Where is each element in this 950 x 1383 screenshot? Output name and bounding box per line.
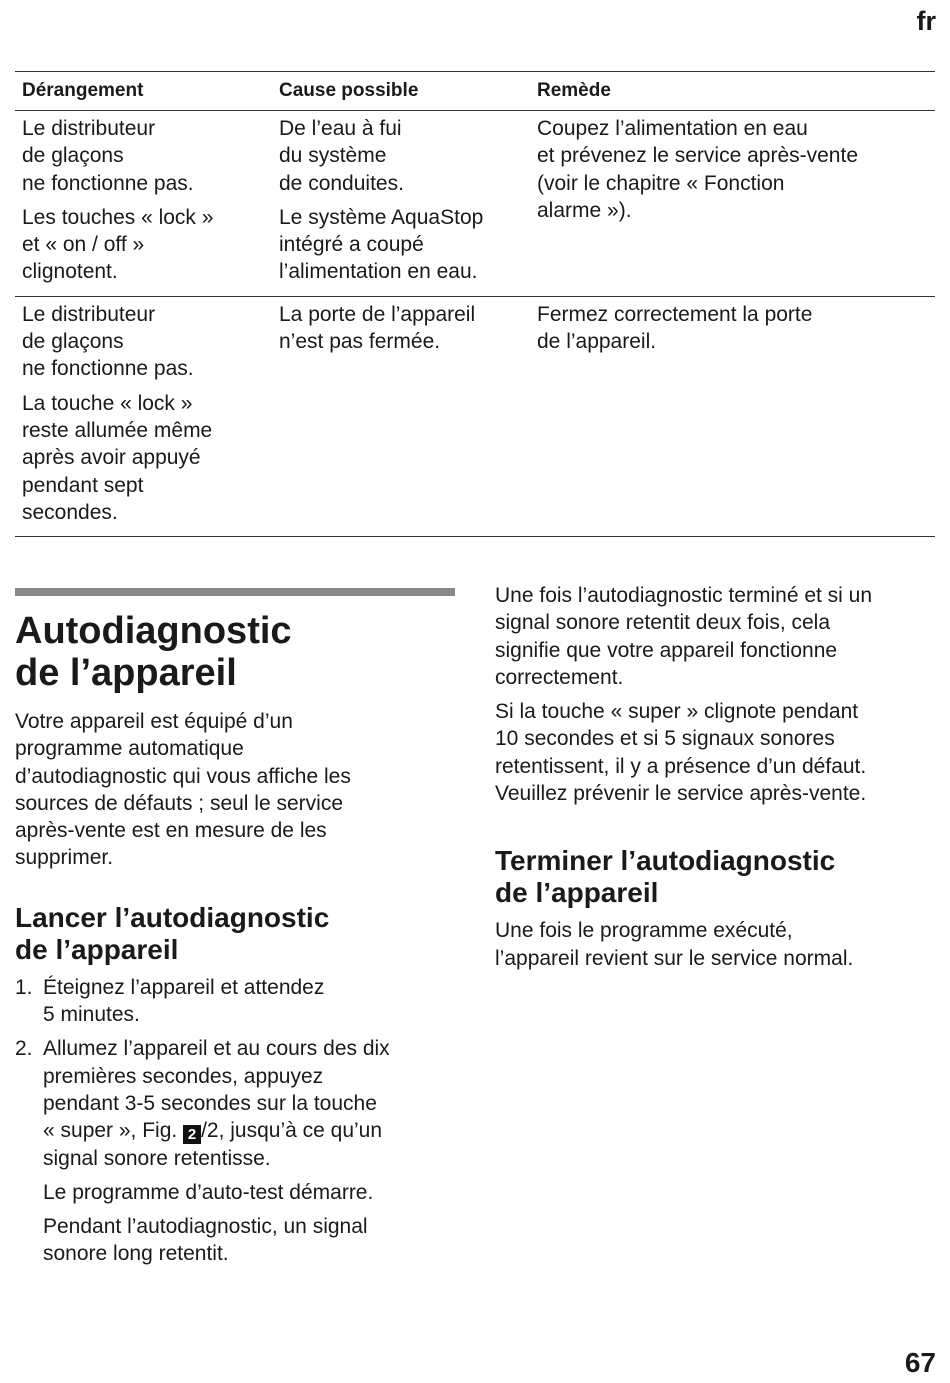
end-text [495, 917, 940, 972]
step-note: Pendant l’autodiagnostic, un signal sonore long retentit. [43, 1215, 368, 1266]
end-paragraph: Une fois le programme exécuté, l’appareil revient sur le service normal. [495, 919, 854, 970]
page-number: 67 [904, 1347, 936, 1378]
list-item [15, 974, 455, 1029]
cause-text: De l’eau à fui du système de conduites. [279, 117, 404, 195]
table-header-row [15, 72, 935, 111]
table-row [15, 296, 935, 536]
result-text [495, 582, 940, 807]
step-text-after: /2, jusqu’à ce qu’un signal sonore retentisse. [43, 1119, 383, 1170]
section-rule [15, 588, 455, 596]
table-row [15, 111, 935, 297]
list-item [15, 1035, 455, 1267]
fault-text: La touche « lock » reste allumée même après avoir appuyé pendant sept secondes. [22, 391, 213, 524]
fault-text: Les touches « lock » et « on / off » clignotent. [22, 205, 214, 284]
cause-cell [272, 296, 530, 536]
left-column [15, 588, 455, 1275]
start-subtitle: Lancer l’autodiagnostic de l’appareil [15, 901, 330, 965]
column-header-remedy: Remède [530, 72, 935, 111]
section-intro [15, 708, 455, 872]
column-header-cause: Cause possible [272, 72, 530, 111]
fault-text: Le distributeur de glaçons ne fonctionne pas. [22, 117, 194, 195]
step-note: Le programme d’auto-test démarre. [43, 1180, 374, 1204]
step-text [43, 1035, 455, 1171]
cause-cell [272, 111, 530, 297]
cause-text: La porte de l’appareil n’est pas fermée. [279, 302, 476, 354]
step-text: Éteignez l’appareil et attendez 5 minutes. [43, 975, 325, 1027]
remedy-cell [530, 111, 935, 297]
end-subtitle: Terminer l’autodiagnostic de l’appareil [495, 845, 836, 909]
fault-cell [15, 296, 272, 536]
remedy-text: Coupez l’alimentation en eau et prévenez le service après-vente (voir le chapitre « Fonction alarme »). [537, 117, 858, 222]
language-code: fr [916, 6, 936, 36]
right-column [495, 582, 940, 979]
fault-cell [15, 111, 272, 297]
figure-ref-badge: 2 [183, 1125, 201, 1144]
step-number: 2. [15, 1037, 33, 1061]
step-text-before: Allumez l’appareil et au cours des dix premières secondes, appuyez pendant 3-5 secondes sur la touche « super », Fig. [43, 1037, 390, 1143]
section-title: Autodiagnostic de l’appareil [15, 610, 292, 694]
cause-text: Le système AquaStop intégré a coupé l’alimentation en eau. [279, 205, 484, 284]
start-steps [15, 974, 455, 1268]
intro-paragraph: Votre appareil est équipé d’un programme automatique d’autodiagnostic qui vous affiche les sources de défauts ; seul le service après-vente est en mesure de les supprimer. [15, 710, 351, 870]
remedy-text: Fermez correctement la porte de l’appareil. [537, 302, 813, 354]
fault-text: Le distributeur de glaçons ne fonctionne pas. [22, 302, 194, 381]
troubleshooting-table [15, 71, 935, 537]
column-header-fault: Dérangement [15, 72, 272, 111]
result-paragraph: Une fois l’autodiagnostic terminé et si un signal sonore retentit deux fois, cela signifie que votre appareil fonctionne correctement. [495, 584, 873, 689]
remedy-cell [530, 296, 935, 536]
step-number: 1. [15, 975, 33, 999]
result-paragraph: Si la touche « super » clignote pendant 10 secondes et si 5 signaux sonores retentissent, il y a présence d’un défaut. Veuillez prévenir le service après-vente. [495, 700, 867, 806]
